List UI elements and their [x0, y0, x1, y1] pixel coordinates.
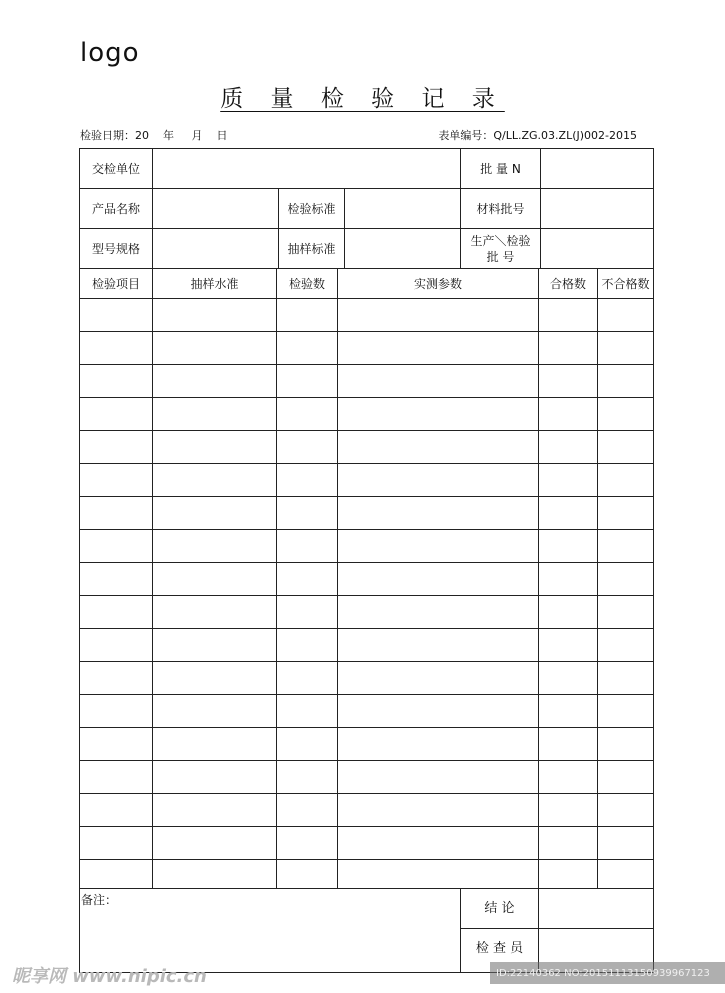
- column-header: 抽样水准: [190, 276, 239, 291]
- table-row-line: [79, 793, 654, 794]
- table-row-line: [79, 595, 654, 596]
- conclusion-label: 结 论: [484, 900, 515, 916]
- production-batch-field[interactable]: [541, 229, 653, 268]
- id-watermark: ID:22140362 NO:20151113150939967123: [490, 962, 725, 984]
- inspector-label: 检 查 员: [475, 941, 524, 956]
- model-spec-field[interactable]: [153, 229, 278, 268]
- material-batch-field[interactable]: [541, 189, 653, 228]
- sampling-standard-label: 抽样标准: [287, 241, 336, 256]
- product-name-field[interactable]: [153, 189, 278, 228]
- inspect-standard-label: 检验标准: [287, 201, 336, 216]
- table-row-line: [79, 529, 654, 530]
- inspect-standard-field[interactable]: [345, 189, 460, 228]
- column-header: 不合格数: [601, 276, 650, 291]
- column-header: 合格数: [549, 276, 586, 291]
- remarks-label: 备注：: [81, 893, 118, 907]
- sampling-standard-field[interactable]: [345, 229, 460, 268]
- table-row-line: [79, 727, 654, 728]
- product-name-label: 产品名称: [91, 201, 140, 216]
- table-row-line: [79, 331, 654, 332]
- material-batch-label: 材料批号: [476, 201, 525, 216]
- table-row-line: [79, 760, 654, 761]
- model-spec-label: 型号规格: [91, 241, 140, 256]
- table-row-line: [79, 661, 654, 662]
- table-row-line: [79, 364, 654, 365]
- table-row-line: [79, 463, 654, 464]
- table-row-line: [79, 628, 654, 629]
- table-column-line: [337, 268, 338, 888]
- table-row-line: [79, 496, 654, 497]
- table-row-line: [79, 397, 654, 398]
- logo-text: logo: [80, 38, 140, 68]
- inspection-date-label: 检验日期：20 年 月 日: [80, 129, 228, 142]
- table-row-line: [79, 859, 654, 860]
- column-header: 实测参数: [413, 276, 462, 291]
- conclusion-field[interactable]: [539, 889, 653, 928]
- page-title: 质 量 检 验 记 录: [220, 86, 505, 112]
- table-row-line: [79, 694, 654, 695]
- submit-unit-field[interactable]: [153, 149, 460, 188]
- table-column-line: [276, 268, 277, 888]
- form-number: 表单编号：Q/LL.ZG.03.ZL(J)002-2015: [438, 129, 637, 142]
- production-batch-label: 生产＼检验 批 号: [470, 233, 531, 264]
- submit-unit-label: 交检单位: [91, 161, 140, 176]
- site-watermark: 昵享网 www.nipic.cn: [12, 966, 207, 987]
- table-column-line: [152, 268, 153, 888]
- table-row-line: [79, 298, 654, 299]
- column-header: 检验项目: [91, 276, 140, 291]
- batch-qty-label: 批 量 N: [480, 161, 521, 176]
- table-row-line: [79, 826, 654, 827]
- batch-qty-field[interactable]: [541, 149, 653, 188]
- column-header: 检验数: [288, 276, 325, 291]
- table-row-line: [79, 430, 654, 431]
- table-row-line: [79, 562, 654, 563]
- table-column-line: [597, 268, 598, 888]
- table-column-line: [538, 268, 539, 888]
